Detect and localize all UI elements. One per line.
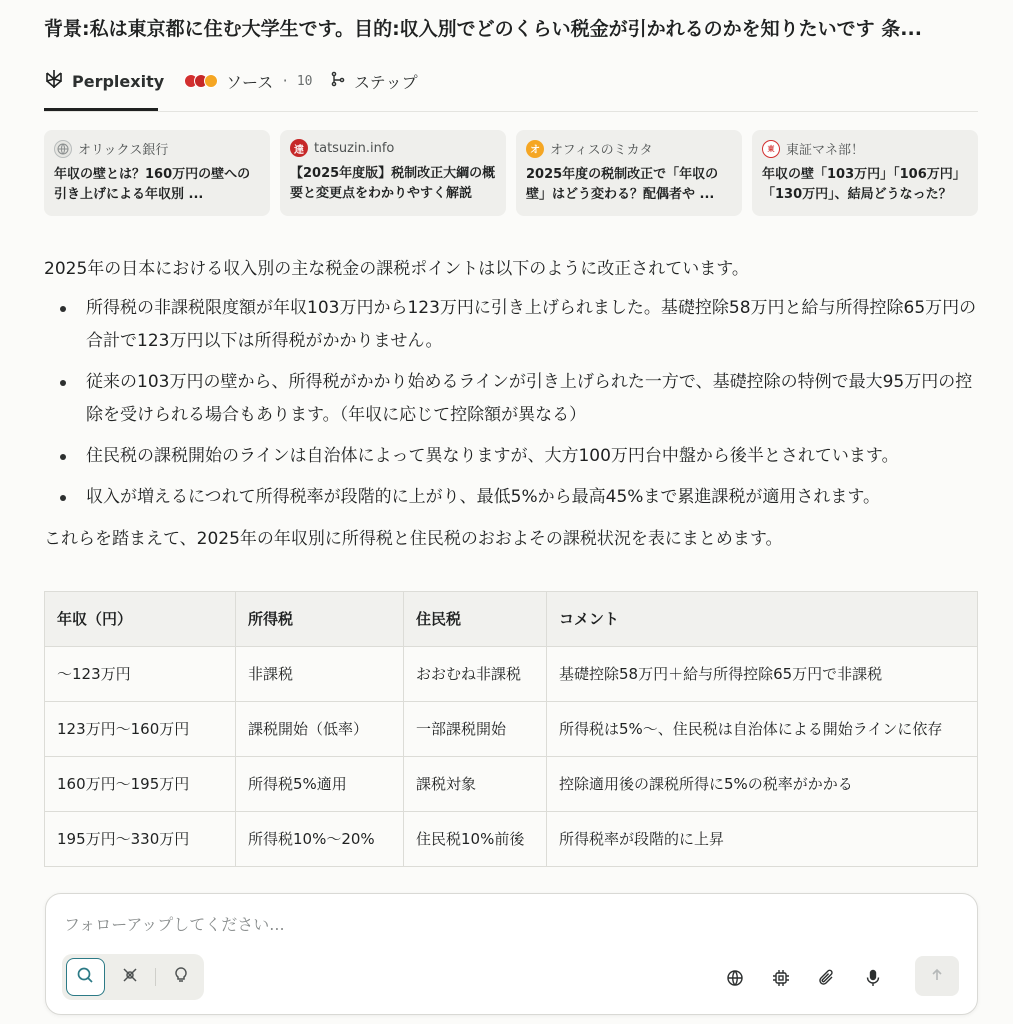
table-cell: 所得税は5%〜、住民税は自治体による開始ラインに依存 (547, 702, 978, 757)
table-cell: 195万円〜330万円 (45, 812, 236, 867)
source-card[interactable] (752, 130, 978, 216)
table-row (45, 702, 978, 757)
source-card[interactable] (280, 130, 506, 216)
arrow-up-icon (930, 967, 944, 986)
tab-sources[interactable] (184, 66, 313, 96)
list-item: 住民税の課税開始のラインは自治体によって異なりますが、大方100万円台中盤から後半とされています。 (44, 440, 978, 473)
research-mode-button[interactable] (111, 958, 149, 996)
table-cell: 〜123万円 (45, 647, 236, 702)
office-mikata-favicon-icon: オ (526, 140, 544, 158)
source-title: 年収の壁「103万円」「106万円」「130万円」、結局どうなった？ (762, 167, 966, 202)
sources-count: · 10 (281, 73, 313, 89)
table-header: コメント (547, 592, 978, 647)
answer-intro: 2025年の日本における収入別の主な税金の課税ポイントは以下のように改正されています。 (44, 259, 749, 279)
follow-up-composer (45, 893, 978, 1015)
table-cell: 123万円〜160万円 (45, 702, 236, 757)
research-icon (121, 966, 139, 988)
lightbulb-icon (172, 966, 190, 988)
tab-steps[interactable] (330, 66, 418, 96)
list-item: 収入が増えるにつれて所得税率が段階的に上がり、最低5%から最高45%まで累進課税が適用されます。 (44, 481, 978, 514)
source-cards (44, 130, 978, 216)
source-card[interactable] (44, 130, 270, 216)
table-header: 所得税 (236, 592, 404, 647)
globe-icon[interactable] (721, 964, 749, 992)
composer-tools (721, 964, 887, 992)
follow-up-input[interactable]: フォローアップしてください... (64, 915, 285, 934)
table-cell: おおむね非課税 (404, 647, 547, 702)
search-icon (76, 966, 94, 988)
table-row (45, 812, 978, 867)
table-cell: 控除適用後の課税所得に5%の税率がかかる (547, 757, 978, 812)
source-title: 【2025年度版】税制改正大綱の概要と変更点をわかりやすく解説 (290, 166, 496, 201)
table-cell: 所得税率が段階的に上昇 (547, 812, 978, 867)
source-card[interactable] (516, 130, 742, 216)
labs-mode-button[interactable] (162, 958, 200, 996)
answer-body (44, 252, 978, 556)
list-item: 所得税の非課税限度額が年収103万円から123万円に引き上げられました。基礎控除58万円と給与所得控除65万円の合計で123万円以下は所得税がかかりません。 (44, 292, 978, 358)
tax-table (44, 591, 978, 867)
tab-sources-label: ソース (226, 72, 274, 92)
tab-steps-label: ステップ (354, 72, 418, 92)
paperclip-icon[interactable] (813, 964, 841, 992)
table-row (45, 757, 978, 812)
table-cell: 所得税10%〜20% (236, 812, 404, 867)
tab-perplexity-label: Perplexity (72, 71, 165, 91)
table-header-row (45, 592, 978, 647)
table-row (45, 647, 978, 702)
globe-icon (54, 140, 72, 158)
source-title: 2025年度の税制改正で「年収の壁」はどう変わる？配偶者や ... (526, 167, 719, 202)
source-title: 年収の壁とは？160万円の壁への引き上げによる年収別 ... (54, 167, 251, 202)
list-item: 従来の103万円の壁から、所得税がかかり始めるラインが引き上げられた一方で、基礎控除の特例で最大95万円の控除を受けられる場合もあります。（年収に応じて控除額が異なる） (44, 366, 978, 432)
active-tab-indicator (44, 108, 158, 111)
divider (155, 968, 156, 986)
source-favicons (184, 74, 214, 88)
table-cell: 基礎控除58万円＋給与所得控除65万円で非課税 (547, 647, 978, 702)
tatsuzin-favicon-icon: 達 (290, 139, 308, 157)
source-site-name: オリックス銀行 (78, 143, 169, 158)
query-title: 背景:私は東京都に住む大学生です。目的:収入別でどのくらい税金が引かれるのかを知りたいです 条... (44, 18, 922, 40)
table-cell: 住民税10%前後 (404, 812, 547, 867)
source-site-name: tatsuzin.info (314, 140, 395, 156)
table-cell: 一部課税開始 (404, 702, 547, 757)
table-cell: 課税対象 (404, 757, 547, 812)
source-site-name: オフィスのミカタ (550, 143, 653, 158)
table-cell: 所得税5%適用 (236, 757, 404, 812)
answer-bullets (44, 292, 978, 514)
table-cell: 160万円〜195万円 (45, 757, 236, 812)
tosho-favicon-icon: 東 (762, 140, 780, 158)
table-header: 住民税 (404, 592, 547, 647)
perplexity-logo-icon (44, 69, 64, 93)
table-cell: 課税開始（低率） (236, 702, 404, 757)
tab-perplexity[interactable] (44, 66, 164, 96)
steps-icon (330, 71, 346, 91)
search-mode-button[interactable] (66, 958, 105, 996)
answer-summary: これらを踏まえて、2025年の年収別に所得税と住民税のおおよその課税状況を表にまとめます。 (44, 529, 783, 549)
table-header: 年収（円） (45, 592, 236, 647)
answer-tabs (44, 62, 978, 112)
submit-button[interactable] (915, 956, 959, 996)
search-mode-selector (62, 954, 204, 1000)
microphone-icon[interactable] (859, 964, 887, 992)
chip-icon[interactable] (767, 964, 795, 992)
table-cell: 非課税 (236, 647, 404, 702)
source-site-name: 東証マネ部！ (786, 143, 865, 158)
